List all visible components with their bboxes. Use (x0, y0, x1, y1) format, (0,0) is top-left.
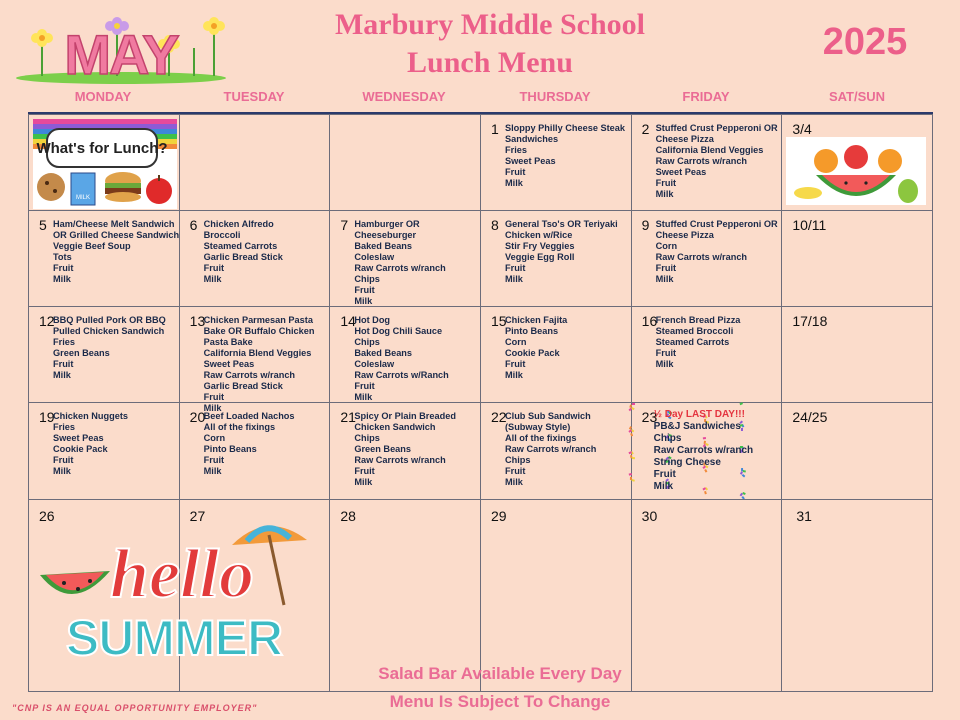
menu-item: Milk (505, 477, 523, 488)
date-number: 13 (189, 313, 206, 330)
menu-items (656, 219, 780, 285)
menu-item: Pinto Beans (505, 326, 559, 337)
menu-item: Raw Carrots w/ranch (354, 263, 446, 274)
date-number: 3/4 (792, 121, 812, 137)
menu-item: Milk (655, 189, 674, 199)
menu-item: Cheeseburger (354, 230, 417, 241)
menu-items (53, 315, 177, 381)
menu-item: Sweet Peas (203, 359, 255, 370)
menu-item: Chicken Nuggets (53, 411, 129, 422)
menu-item: Raw Carrots w/ranch (203, 370, 296, 381)
menu-items (505, 219, 629, 285)
menu-item: Chips (653, 433, 682, 445)
menu-item: Raw Carrots w/ranch (354, 455, 446, 466)
date-number: 19 (39, 409, 55, 426)
day-cell-empty-0-0 (28, 114, 179, 210)
menu-items (656, 123, 780, 200)
menu-item: Chips (354, 337, 380, 348)
menu-item: PB&J Sandwiches (653, 421, 741, 433)
menu-item: Sloppy Philly Cheese Steak (505, 123, 625, 133)
date-number: 22 (491, 409, 507, 426)
date-number: 7 (340, 217, 349, 234)
day-cell-21 (329, 402, 480, 498)
day-cell-8 (480, 210, 631, 306)
day-cell-17-18 (781, 306, 932, 402)
day-cell-2 (631, 114, 782, 210)
menu-item: Fruit (203, 392, 225, 403)
menu-item: Ham/Cheese Melt Sandwich (53, 219, 175, 230)
menu-item: Chicken Parmesan Pasta (203, 315, 313, 326)
menu-item: Fruit (505, 167, 526, 177)
menu-item: Chicken Fajita (505, 315, 568, 326)
menu-items (354, 219, 478, 307)
menu-item: Fruit (655, 178, 677, 188)
day-cell-19 (28, 402, 179, 498)
day-cell-5 (28, 210, 179, 306)
date-number: 2 (641, 121, 650, 137)
day-cell-24-25 (781, 402, 932, 498)
date-number: 10/11 (792, 217, 827, 234)
day-cell-7 (329, 210, 480, 306)
menu-item: Garlic Bread Stick (203, 252, 283, 263)
menu-item: Fruit (354, 466, 375, 477)
menu-item: Chips (505, 455, 531, 466)
menu-item: Raw Carrots w/ranch (655, 252, 748, 263)
menu-items (53, 219, 180, 285)
menu-item: Stuffed Crust Pepperoni OR (655, 219, 778, 230)
menu-item: Fruit (354, 285, 375, 296)
smiling-fruits-image (786, 137, 926, 205)
menu-item: Raw Carrots w/Ranch (354, 370, 449, 381)
menu-item: Milk (53, 274, 71, 285)
day-cell-9 (631, 210, 782, 306)
menu-item: (Subway Style) (505, 422, 571, 433)
menu-items (53, 411, 177, 477)
menu-item: Veggie Beef Soup (53, 241, 131, 252)
menu-item: Tots (53, 252, 72, 263)
menu-item: Fruit (655, 263, 677, 274)
date-number: 15 (491, 313, 507, 330)
menu-item: Fruit (53, 359, 74, 370)
day-cell-empty-0-2 (329, 114, 480, 210)
menu-item: Baked Beans (354, 241, 413, 252)
menu-item: Cheese Pizza (655, 230, 714, 241)
day-cell-13 (179, 306, 330, 414)
menu-item: Fries (53, 422, 75, 433)
menu-item: Hot Dog Chili Sauce (354, 326, 443, 337)
menu-item: Green Beans (354, 444, 412, 455)
menu-item: Milk (505, 370, 523, 381)
day-header-wednesday: WEDNESDAY (362, 89, 446, 104)
date-number: 9 (641, 217, 650, 234)
menu-item: Milk (655, 359, 674, 370)
menu-item: California Blend Veggies (655, 145, 764, 155)
menu-item: Milk (53, 466, 71, 477)
menu-item: Fries (53, 337, 75, 348)
apple-icon (146, 178, 172, 204)
menu-items (505, 315, 629, 381)
menu-items (354, 411, 478, 488)
day-cell-12 (28, 306, 179, 402)
menu-items (204, 219, 328, 285)
date-number: 31 (796, 507, 812, 524)
menu-item: Beef Loaded Nachos (203, 411, 295, 422)
menu-title: Lunch Menu (407, 46, 573, 79)
menu-item: All of the fixings (203, 422, 276, 433)
date-number: 1 (491, 121, 499, 137)
menu-item: Chicken Sandwich (354, 422, 436, 433)
menu-item: Fruit (53, 263, 74, 274)
equal-opportunity-note: "CNP IS AN EQUAL OPPORTUNITY EMPLOYER" (12, 703, 258, 713)
menu-item: BBQ Pulled Pork OR BBQ (53, 315, 166, 326)
menu-item: Steamed Broccoli (655, 326, 734, 337)
menu-item: Cheese Pizza (655, 134, 714, 144)
watermelon-icon (40, 571, 110, 594)
menu-items (204, 411, 328, 477)
day-cell-29 (480, 499, 631, 691)
whats-for-lunch-banner (33, 119, 177, 209)
menu-item: Pinto Beans (203, 444, 257, 455)
date-number: 6 (189, 217, 198, 234)
date-number: 28 (340, 507, 356, 524)
menu-item: Club Sub Sandwich (505, 411, 591, 422)
date-number: 21 (340, 409, 356, 426)
menu-item: Milk (53, 370, 71, 381)
menu-item: Sandwiches (505, 134, 559, 144)
menu-item: General Tso's OR Teriyaki (505, 219, 618, 230)
day-cell-23 (631, 402, 782, 498)
menu-item: Milk (655, 274, 674, 285)
menu-item: California Blend Veggies (203, 348, 312, 359)
menu-item: Chips (354, 433, 380, 444)
menu-item: Fruit (505, 263, 526, 274)
menu-item: Raw Carrots w/ranch (653, 445, 754, 457)
year: 2025 (822, 21, 908, 63)
svg-text:MILK: MILK (75, 195, 91, 201)
menu-item: Hamburger OR (354, 219, 420, 230)
day-header-monday: MONDAY (74, 89, 132, 104)
menu-item: Corn (655, 241, 678, 252)
menu-item: Milk (354, 392, 373, 403)
menu-item: Spicy Or Plain Breaded (354, 411, 456, 422)
menu-item: Milk (203, 403, 222, 414)
menu-item: Milk (203, 274, 222, 285)
day-cell-16 (631, 306, 782, 402)
day-cell-22 (480, 402, 631, 498)
day-cell-14 (329, 306, 480, 402)
date-number: 30 (641, 507, 658, 524)
date-number: 16 (641, 313, 658, 330)
menu-item: Chicken w/Rice (505, 230, 573, 241)
menu-item: Bake OR Buffalo Chicken (203, 326, 315, 337)
menu-item: Milk (354, 477, 373, 488)
menu-item: Cookie Pack (505, 348, 560, 359)
day-cell-28 (329, 499, 480, 691)
menu-item: Raw Carrots w/ranch (655, 156, 748, 166)
summer-text: SUMMER (65, 610, 283, 666)
date-number: 24/25 (792, 409, 828, 426)
banner-text: What's for Lunch? (36, 140, 168, 157)
day-cell-1 (480, 114, 631, 210)
menu-item: Chips (354, 274, 380, 285)
date-number: 23 (641, 409, 658, 426)
menu-item: String Cheese (653, 457, 721, 469)
day-header-friday: FRIDAY (682, 89, 730, 104)
menu-item: Hot Dog (354, 315, 391, 326)
menu-item: Fruit (203, 455, 225, 466)
menu-change-note: Menu Is Subject To Change (389, 692, 611, 711)
menu-item: Chicken Alfredo (203, 219, 274, 230)
cookie-icon (37, 173, 65, 201)
menu-item: Corn (505, 337, 527, 348)
menu-item: Milk (203, 466, 222, 477)
menu-item: Raw Carrots w/ranch (505, 444, 597, 455)
menu-item: Stuffed Crust Pepperoni OR (655, 123, 778, 133)
menu-item: Baked Beans (354, 348, 413, 359)
hello-summer-graphic (32, 505, 332, 675)
date-number: 14 (340, 313, 356, 330)
menu-items (656, 315, 780, 370)
menu-item: Broccoli (203, 230, 241, 241)
menu-item: Garlic Bread Stick (203, 381, 283, 392)
menu-item: Steamed Carrots (203, 241, 278, 252)
date-number: 17/18 (792, 313, 828, 330)
menu-item: Milk (505, 178, 523, 188)
day-header-thursday: THURSDAY (519, 89, 591, 104)
last-day-highlight: ½ Day LAST DAY!!! (653, 409, 745, 421)
menu-items (204, 315, 328, 414)
date-number: 20 (189, 409, 206, 426)
day-cell-6 (179, 210, 330, 306)
menu-item: Veggie Egg Roll (505, 252, 575, 263)
menu-item: Stir Fry Veggies (505, 241, 575, 252)
day-cell-10-11 (781, 210, 932, 306)
menu-item: Sweet Peas (505, 156, 556, 166)
menu-item: Fruit (653, 469, 676, 481)
date-number: 12 (39, 313, 55, 330)
menu-item: Milk (354, 296, 373, 307)
menu-items (654, 409, 780, 493)
date-number: 27 (189, 507, 206, 524)
menu-item: Pasta Bake (203, 337, 253, 348)
date-number: 8 (491, 217, 499, 234)
menu-item: French Bread Pizza (655, 315, 741, 326)
hello-text: hello (110, 536, 254, 613)
menu-item: Pulled Chicken Sandwich (53, 326, 165, 337)
menu-item: Coleslaw (354, 252, 395, 263)
menu-item: Coleslaw (354, 359, 395, 370)
menu-item: Cookie Pack (53, 444, 108, 455)
menu-item: Fruit (655, 348, 677, 359)
menu-item: Milk (653, 481, 674, 493)
menu-items (505, 411, 629, 488)
day-header-satsun: SAT/SUN (828, 89, 886, 104)
date-number: 5 (39, 217, 47, 234)
menu-item: Fruit (505, 359, 526, 370)
menu-item: Fruit (203, 263, 225, 274)
may-logo-text: MAY (64, 23, 178, 86)
school-name: Marbury Middle School (334, 8, 645, 41)
day-cell-empty-0-1 (179, 114, 330, 210)
day-cell-31 (781, 499, 932, 691)
menu-item: Steamed Carrots (655, 337, 730, 348)
menu-item: Sweet Peas (655, 167, 707, 177)
date-number: 26 (39, 507, 55, 524)
menu-items (505, 123, 629, 189)
salad-bar-note: Salad Bar Available Every Day (378, 664, 622, 683)
menu-item: Fries (505, 145, 527, 155)
day-cell-20 (179, 402, 330, 498)
menu-item: Milk (505, 274, 523, 285)
menu-item: All of the fixings (505, 433, 577, 444)
date-number: 29 (491, 507, 507, 524)
day-header-tuesday: TUESDAY (223, 89, 285, 104)
menu-item: Fruit (354, 381, 375, 392)
menu-item: OR Grilled Cheese Sandwich (53, 230, 180, 241)
day-cell-15 (480, 306, 631, 402)
menu-items (354, 315, 478, 403)
menu-item: Fruit (53, 455, 74, 466)
menu-item: Fruit (505, 466, 526, 477)
menu-item: Corn (203, 433, 226, 444)
day-cell-30 (631, 499, 782, 691)
menu-item: Green Beans (53, 348, 110, 359)
day-cell-3-4 (781, 114, 932, 210)
menu-item: Sweet Peas (53, 433, 104, 444)
may-logo (14, 8, 229, 84)
